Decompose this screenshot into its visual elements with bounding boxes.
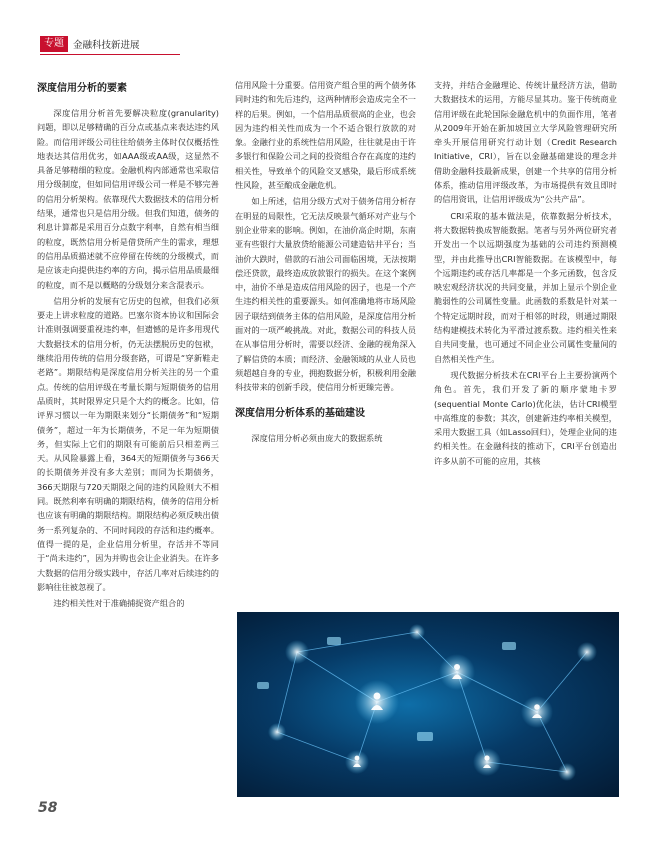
section-tag: 专题: [40, 36, 68, 52]
paragraph: 现代数据分析技术在CRI平台上主要扮演两个角色。首先，我们开发了新的顺序蒙地卡罗(sequential Monte Carlo)优化法，估计CRI模型中高维度的参数；其次，创建新违约率相关模型，采用大数据工具（如Lasso回归），处理企业间的违约相关性。在金融科技的推动下，CRI平台创造出许多从前不可能的应用，其核: [434, 369, 617, 466]
column-middle: [235, 78, 416, 603]
paragraph: 信用分析的发展有它历史的包袱，但我们必须要走上讲求粒度的道路。巴塞尔资本协议和国际会计准则强调要重视违约率，但遗憾的是许多用现代大数据技术的信用分析，仍无法摆脱历史的包袱，继续沿用传统的信用分级套路，可谓是“穿新鞋走老路”。期限结构是深度信用分析关注的另一个重点。传统的信用评级在考量长期与短期债务的信用品质时，其时限界定只是个大约的概念。比如，信评界习惯以一年为期限来划分“长期债务”和“短期债务”，超过一年为长期债务，不足一年为短期债务，但实际上它们的期限有可能前后只相差两三天。从风险暴露上看，364天的短期债务与366天的长期债务并没有多大差别；而同为长期债务，366天期限与720天期限之间的违约风险则大不相同。既然利率有明确的期限结构，债务的信用分析也应该有明确的期限结构。期限结构必须反映出债务一系列复杂的、不同时间段的存活和违约概率。值得一提的是，企业信用分析里，存活并不等同于“尚未违约”，因为并购也会让企业消失。在许多大数据的信用分级实践中，存活几率对后续违约的影响往往被忽视了。: [37, 295, 219, 592]
network-people-icon: [237, 612, 619, 797]
paragraph: 违约相关性对于准确捕捉资产组合的: [53, 598, 185, 609]
paragraph: 支持，并结合金融理论、传统计量经济方法，借助大数据技术的运用，方能尽显其功。鉴于传统商业信用评级在此轮国际金融危机中的负面作用，笔者从2009年开始在新加坡国立大学风险管理研究所牵头开展信用研究行动计划（Credit Research Initiative，CRI），旨在以金融基础建设的理念并借助金融科技最新成果，创建一个共享的信用分析体系，推动信用评级改革，为市场提供有效且即时的信用资讯，让信用评级成为“公共产品”。: [434, 80, 617, 205]
section-heading-elements: 深度信用分析的要素: [37, 83, 127, 94]
section-heading-infrastructure: 深度信用分析体系的基础建设: [235, 407, 365, 419]
paragraph: 如上所述，信用分级方式对于债务信用分析存在明显的局限性，它无法反映景气循环对产业与个别企业带来的影响。例如，在油价高企时期，东南亚有些银行大量放贷给能源公司建造钻井平台；当油价大跌时，借款的石油公司面临困境，无法按期偿还贷款，最终造成放款银行的损失。在这个案例中，油价不单是造成信用风险的因子，也是一个产生违约相关性的重要源头。如何准确地将市场风险因子联结到债务主体的信用风险，是深度信用分析面对的一项严峻挑战。对此，数据公司的科技人员在从事信用分析时，需要以经济、金融的视角深入了解信贷的本质；而经济、金融领域的从业人员也须超越自身的专业，拥抱数据分析，积极利用金融科技带来的创新手段，使信用分析更臻完善。: [235, 196, 416, 393]
network-people-image: [237, 612, 619, 797]
header-rule: [40, 54, 180, 55]
column-left: [37, 82, 219, 802]
paragraph: 深度信用分析必须由庞大的数据系统: [251, 432, 383, 443]
page-number: 58: [38, 800, 58, 816]
paragraph: 信用风险十分重要。信用资产组合里的两个债务体同时违约和先后违约，这两种情形会造成完全不一样的后果。例如，一个信用品质很高的企业，也会因为违约相关性而成为一个不适合银行放款的对象。金融行业的系统性信用风险，往往就是由于许多银行和保险公司之间的投资组合存在高度的违约相关性，导致单个的风险交叉感染，最后形成系统性风险，甚至酿成金融危机。: [235, 80, 416, 191]
paragraph: CRI采取的基本做法是，依靠数据分析技术，将大数据转换成智能数据。笔者与另外两位研究者开发出一个以远期强度为基础的公司违约预测模型，并由此推导出CRI智能数据。在该模型中，每个远期违约或存活几率都是一个多元函数，包含反映宏观经济状况的共同变量，并加上显示个别企业脆弱性的公司属性变量。此函数的系数是针对某一个特定远期时段，而对于相邻的时段，则通过期限结构建模技术转化为平滑过渡系数。违约相关性来自共同变量，也可通过不同企业公司属性变量间的自然相关性产生。: [434, 210, 617, 364]
column-right: [434, 78, 617, 603]
section-title: 金融科技新进展: [73, 40, 140, 51]
section-header: [40, 36, 140, 52]
paragraph: 深度信用分析首先要解决粒度(granularity)问题，即以足够精确的百分点或基点来表达违约风险。而信用评级公司往往给债务主体时仅仅概括性地表达其信用优劣，如AAA级或AA级，这显然不具备足够精细的粒度。金融机构内部通常也采取信用分级制度，但如同信用评级公司一样是不够完善的信用分析架构。依靠现代大数据技术的信用分析结果，通常也只是信用分级。但我们知道，债务的利息计算都是采用百分点数字利率，自然有相当细的粒度，既然信用分析是借贷所产生的需求，理想的信用品质描述就不应停留在传统的分级模式，而是应该走向提供违约率的方向，揭示信用品质最细的粒度，而不是以概略的分级划分来含混表示。: [37, 108, 219, 290]
